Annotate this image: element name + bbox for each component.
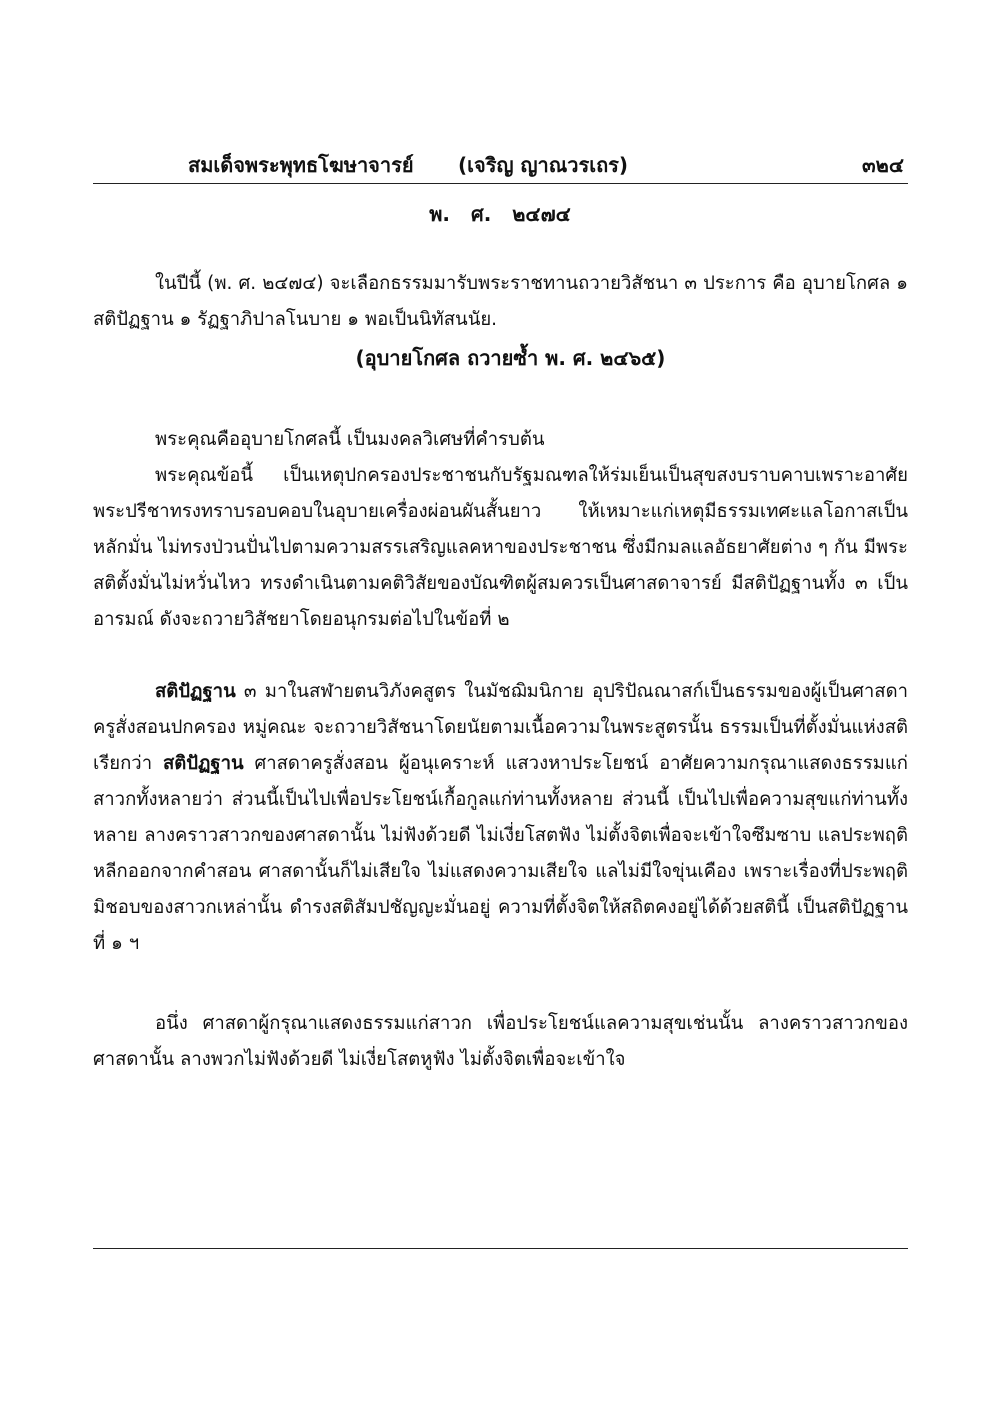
sati-block [93, 674, 908, 962]
header-monk-name: (เจริญ ญาณวรเถร) [458, 153, 629, 177]
paragraph-1: พระคุณคืออุบายโกศลนี้ เป็นมงคลวิเศษที่คำรบต้น [155, 429, 545, 450]
sati-paragraph [93, 674, 908, 962]
sati-term-2: สติปัฏฐาน [162, 753, 244, 774]
main-block [93, 422, 908, 638]
subheading-block [93, 340, 908, 376]
intro-block [93, 266, 908, 338]
page-number: ๓๒๔ [862, 153, 904, 177]
footer-rule [93, 1248, 908, 1249]
running-header [93, 145, 908, 183]
sati-text-2: ศาสดาครูสั่งสอน ผู้อนุเคราะห์ แสวงหาประโยชน์ อาศัยความกรุณาแสดงธรรมแก่สาวกทั้งหลายว่า ส่วนนี้เป็นไปเพื่อประโยชน์เกื้อกูลแก่ท่านทั้งหลาย ส่วนนี้ เป็นไปเพื่อความสุขแก่ท่านทั้งหลาย ลางคราวสาวกของศาสดานั้น ไม่ฟังด้วยดี ไม่เงี่ยโสตฟัง ไม่ตั้งจิตเพื่อจะเข้าใจซึมซาบ แลประพฤติหลีกออกจากคำสอน ศาสดานั้นก็ไม่เสียใจ ไม่แสดงความเสียใจ แลไม่มีใจขุ่นเคือง เพราะเรื่องที่ประพฤติมิชอบของสาวกเหล่านั้น ดำรงสติสัมปชัญญะมั่นอยู่ ความที่ตั้งจิตให้สถิตคงอยู่ได้ด้วยสตินี้ เป็นสติปัฏฐานที่ ๑ ฯ [93, 753, 908, 954]
paragraph-2: พระคุณข้อนี้ เป็นเหตุปกครองประชาชนกับรัฐมณฑลให้ร่มเย็นเป็นสุขสงบราบคาบเพราะอาศัยพระปรีชาทรงทราบรอบคอบในอุบายเครื่องผ่อนผันสั้นยาว ให้เหมาะแก่เหตุมีธรรมเทศะแลโอกาสเป็นหลักมั่น ไม่ทรงป่วนปั่นไปตามความสรรเสริญแลคหาของประชาชน ซึ่งมีกมลแลอัธยาศัยต่าง ๆ กัน มีพระสติตั้งมั่นไม่หวั่นไหว ทรงดำเนินตามคติวิสัยของบัณฑิตผู้สมควรเป็นศาสดาจารย์ มีสติปัฏฐานทั้ง ๓ เป็นอารมณ์ ดังจะถวายวิสัชยาโดยอนุกรมต่อไปในข้อที่ ๒ [93, 465, 908, 630]
year-heading: พ. ศ. ๒๔๗๔ [429, 202, 571, 226]
last-block [93, 1006, 908, 1078]
sati-term: สติปัฏฐาน [155, 681, 236, 702]
last-paragraph: อนึ่ง ศาสดาผู้กรุณาแสดงธรรมแก่สาวก เพื่อประโยชน์แลความสุขเช่นนั้น ลางคราวสาวกของศาสดานั้น ลางพวกไม่ฟังด้วยดี ไม่เงี่ยโสตหูฟัง ไม่ตั้งจิตเพื่อจะเข้าใจ [93, 1013, 908, 1070]
header-author: สมเด็จพระพุทธโฆษาจารย์ [188, 153, 414, 177]
intro-paragraph: ในปีนี้ (พ. ศ. ๒๔๗๔) จะเลือกธรรมมารับพระราชทานถวายวิสัชนา ๓ ประการ คือ อุบายโกศล ๑ สติปัฏฐาน ๑ รัฏฐาภิปาลโนบาย ๑ พอเป็นนิทัสนนัย. [93, 273, 908, 330]
header-rule [93, 183, 908, 184]
subheading: (อุบายโกศล ถวายซ้ำ พ. ศ. ๒๔๖๕) [355, 346, 666, 370]
sati-text-1: ๓ มาในสฬายตนวิภังคสูตร ในมัชฌิมนิกาย อุปริปัณณาสก์เป็นธรรมของผู้เป็นศาสดาครูสั่งสอนปกครอง หมู่คณะ จะถวายวิสัชนาโดยนัยตามเนื้อความในพระสูตรนั้น ธรรมเป็นที่ตั้งมั่นแห่งสติ เรียกว่า [93, 681, 908, 774]
